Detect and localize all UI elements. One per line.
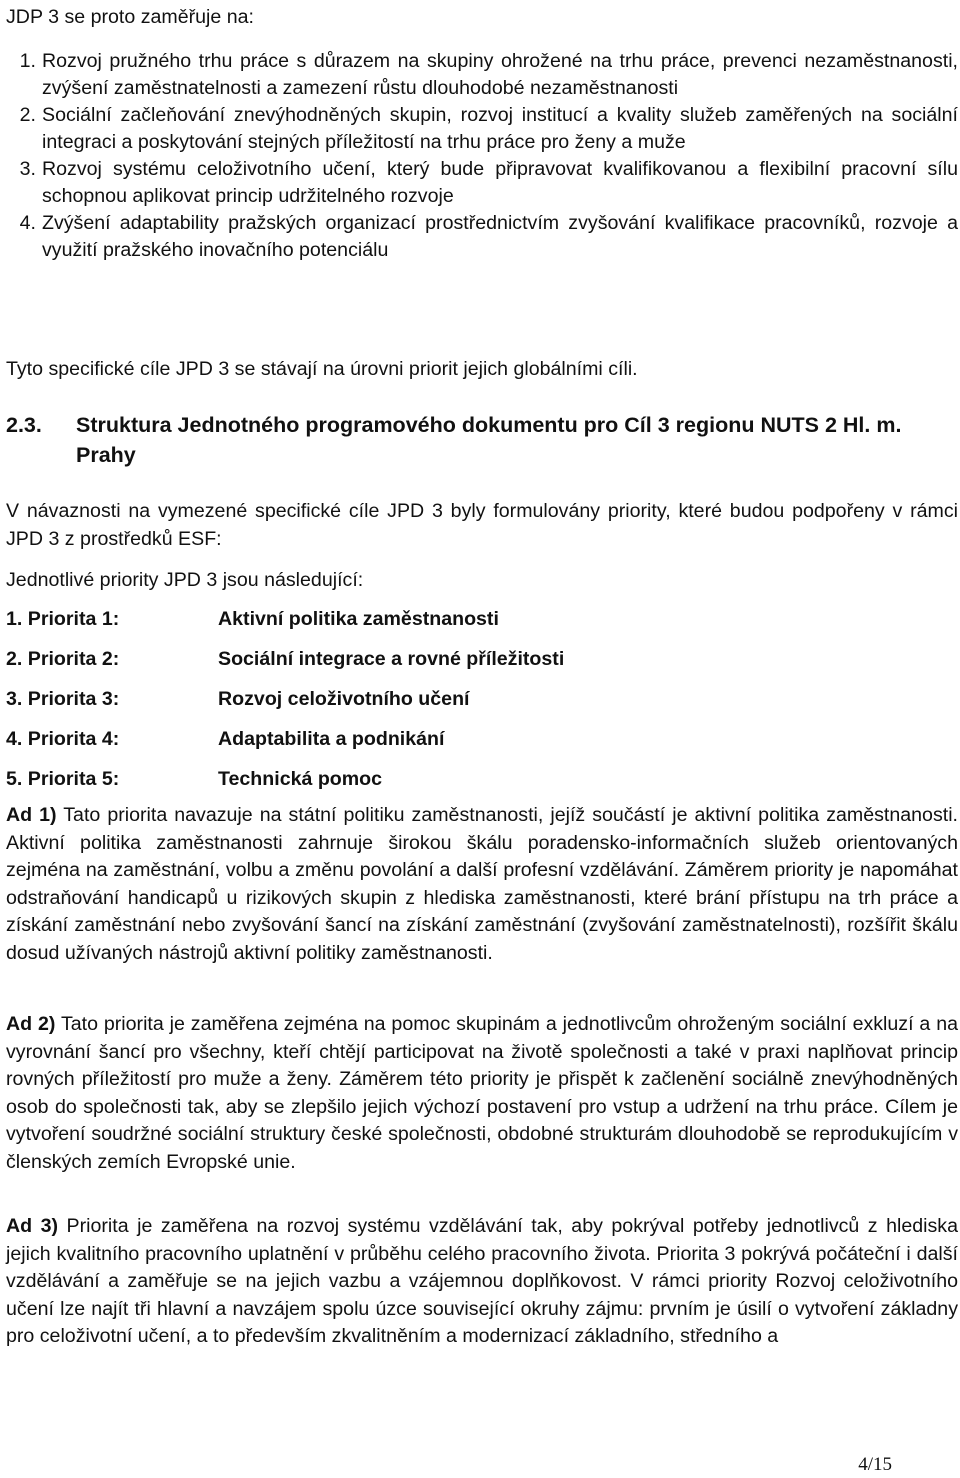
ad-text: Tato priorita je zaměřena zejména na pomoc skupinám a jednotlivcům ohroženým sociální exkluzí a na vyrovnání šancí pro všechny, kteří chtějí participovat na životě společnosti a také v praxi naplňovat princip rovných příležitostí pro muže a ženy. Záměrem této priority je přispět k začlenění sociálně znevýhodněných osob do společnosti tak, aby se zlepšilo jejich výchozí postavení pro vstup a udržení na trhu práce. Cílem je vytvoření soudržné sociální struktury české společnosti, obdobné strukturám dlouhodobě se reprodukujícím v členských zemích Evropské unie. xyxy=(6,1013,959,1173)
priority-item xyxy=(6,764,564,804)
priority-name: Aktivní politika zaměstnanosti xyxy=(218,608,499,630)
note-line: Tyto specifické cíle JPD 3 se stávají na úrovni priorit jejich globálními cíli. xyxy=(6,358,638,380)
priority-item xyxy=(6,684,564,724)
objective-item xyxy=(6,210,958,264)
section-number: 2.3. xyxy=(6,413,42,437)
priorities-lead: Jednotlivé priority JPD 3 jsou následující: xyxy=(6,569,364,591)
priority-item xyxy=(6,644,564,684)
objective-number: 4. xyxy=(19,212,36,234)
priority-name: Rozvoj celoživotního učení xyxy=(218,688,470,710)
page-number: 4/15 xyxy=(858,1454,892,1475)
priority-label: 4. Priorita 4: xyxy=(6,728,120,750)
priority-item xyxy=(6,604,564,644)
ad-label: Ad 1) xyxy=(6,804,57,826)
intro-line: JDP 3 se proto zaměřuje na: xyxy=(6,6,254,28)
intro-paragraph: V návaznosti na vymezené specifické cíle JPD 3 byly formulovány priority, které budou podpořeny v rámci JPD 3 z prostředků ESF: xyxy=(6,500,958,550)
objective-item xyxy=(6,156,958,210)
objective-text: Sociální začleňování znevýhodněných skupin, rozvoj institucí a kvality služeb zaměřených na sociální integraci a poskytování stejných příležitostí na trhu práce pro ženy a muže xyxy=(42,104,958,153)
priority-label: 2. Priorita 2: xyxy=(6,648,120,670)
priority-label: 3. Priorita 3: xyxy=(6,688,120,710)
objective-item xyxy=(6,48,958,102)
ad-label: Ad 3) xyxy=(6,1215,59,1237)
objective-text: Zvýšení adaptability pražských organizací prostřednictvím zvyšování kvalifikace pracovníků, rozvoje a využití pražského inovačního potenciálu xyxy=(42,212,958,261)
section-title: Struktura Jednotného programového dokumentu pro Cíl 3 regionu NUTS 2 Hl. m. Prahy xyxy=(76,413,902,467)
objective-text: Rozvoj pružného trhu práce s důrazem na skupiny ohrožené na trhu práce, prevenci nezaměstnanosti, zvýšení zaměstnatelnosti a zamezení růstu dlouhodobé nezaměstnanosti xyxy=(42,50,958,99)
ad-label: Ad 2) xyxy=(6,1013,56,1035)
ad-paragraph-1 xyxy=(6,802,958,967)
objective-number: 2. xyxy=(19,104,36,126)
ad-text: Priorita je zaměřena na rozvoj systému vzdělávání tak, aby pokrýval potřeby jednotlivců z hlediska jejich kvalitního pracovního uplatnění v průběhu celého pracovního života. Priorita 3 pokrývá počáteční i další vzdělávání a zaměřuje se na jejich vazbu a vzájemnou doplňkovost. V rámci priority Rozvoj celoživotního učení lze najít tři hlavní a navzájem spolu úzce související okruhy zájmu: prvním je úsilí o vytvoření základny pro celoživotní učení, a to především zkvalitněním a modernizací základního, středního a xyxy=(6,1215,958,1347)
priority-label: 1. Priorita 1: xyxy=(6,608,120,630)
ad-paragraph-3 xyxy=(6,1213,958,1351)
objective-item xyxy=(6,102,958,156)
objective-number: 3. xyxy=(19,158,36,180)
objective-text: Rozvoj systému celoživotního učení, který bude připravovat kvalifikovanou a flexibilní pracovní sílu schopnou aplikovat princip udržitelného rozvoje xyxy=(42,158,958,207)
priority-name: Technická pomoc xyxy=(218,768,383,790)
priority-item xyxy=(6,724,564,764)
section-heading xyxy=(6,410,958,470)
priority-label: 5. Priorita 5: xyxy=(6,768,120,790)
ad-paragraph-2 xyxy=(6,1011,958,1176)
priority-name: Adaptabilita a podnikání xyxy=(218,728,445,750)
objectives-list xyxy=(6,48,958,264)
ad-text: Tato priorita navazuje na státní politiku zaměstnanosti, jejíž součástí je aktivní politika zaměstnanosti. Aktivní politika zaměstnanosti zahrnuje širokou škálu poradensko-informačních služeb orientovaných zejména na zaměstnání, volbu a změnu povolání a další profesní vzdělávání. Záměrem priority je napomáhat odstraňování handicapů u rizikových skupin z hlediska zaměstnanosti, které brání přístupu na trh práce a získání zaměstnání nebo zvyšování šancí na získání zaměstnání (zvyšování zaměstnatelnosti), rozšířit škálu dosud užívaných nástrojů aktivní politiky zaměstnanosti. xyxy=(6,804,958,964)
objective-number: 1. xyxy=(19,50,36,72)
priority-name: Sociální integrace a rovné příležitosti xyxy=(218,648,565,670)
priorities-list xyxy=(6,604,564,804)
